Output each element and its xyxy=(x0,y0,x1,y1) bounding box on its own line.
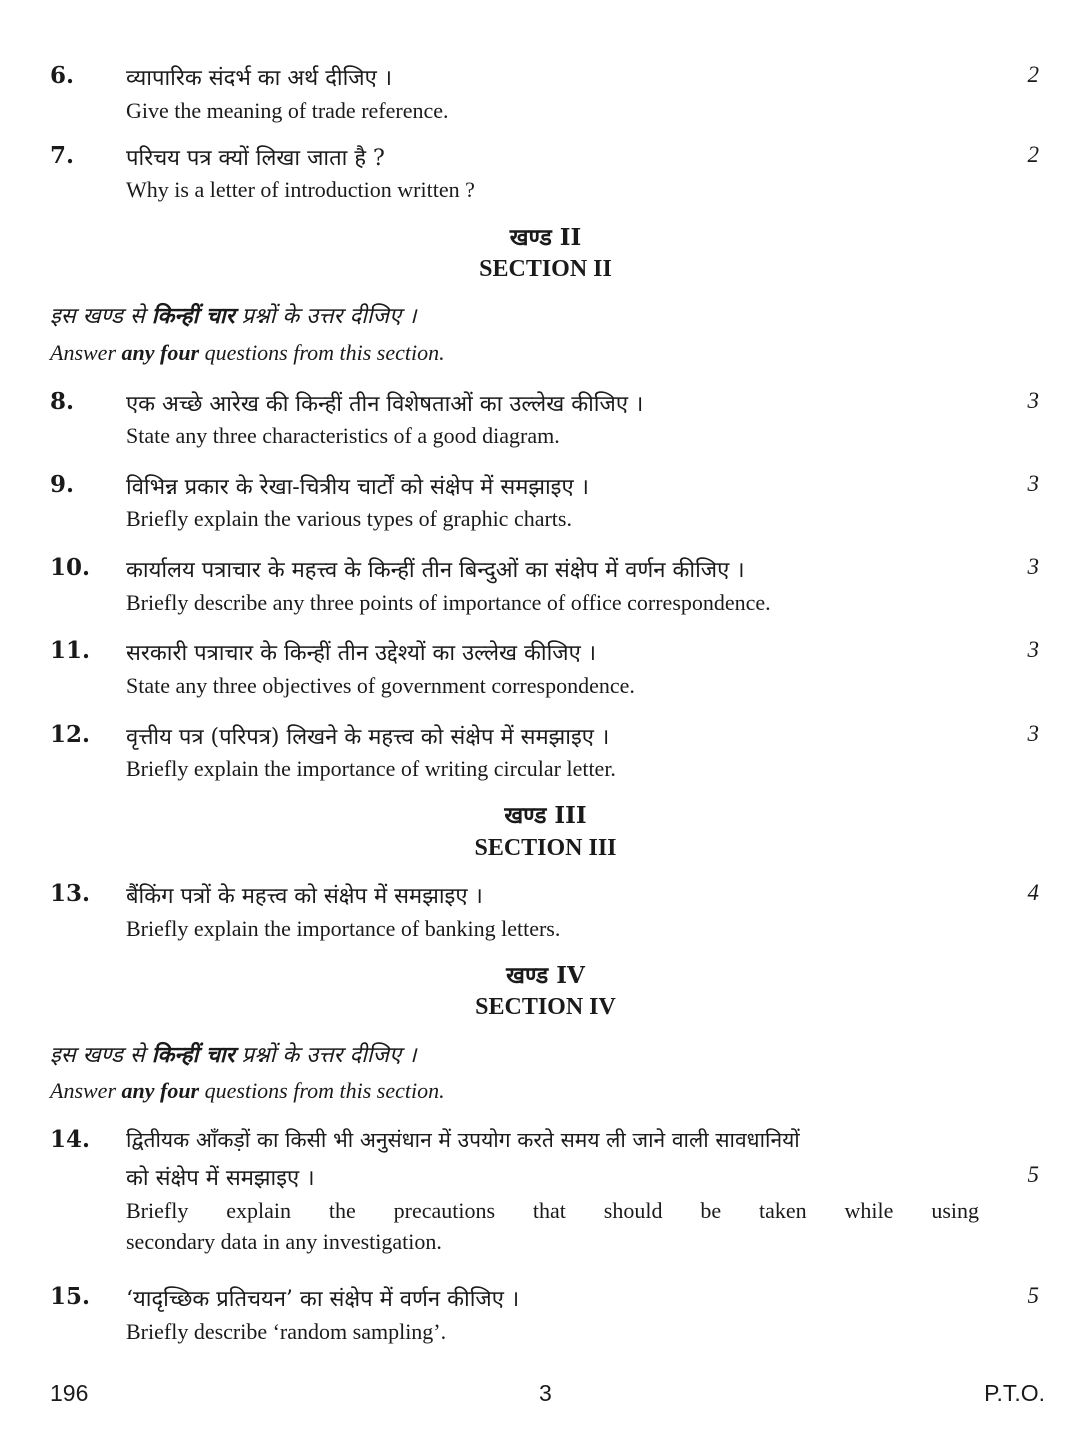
question-number: 7. xyxy=(50,142,75,169)
question-text-english: State any three characteristics of a good diagram. xyxy=(126,423,560,448)
question-marks: 3 xyxy=(1027,554,1039,579)
question-marks: 5 xyxy=(1027,1162,1039,1187)
question-text-english: Briefly explain the precautions that should be taken while using xyxy=(126,1198,979,1223)
section-heading-hindi: खण्ड II xyxy=(509,224,582,251)
section-heading: SECTION III xyxy=(474,835,617,861)
question-text-english: State any three objectives of government correspondence. xyxy=(126,673,635,698)
question-number: 12. xyxy=(50,721,91,748)
question-text-english: Briefly describe ‘random sampling’. xyxy=(126,1319,447,1344)
question-text-hindi: बैंकिंग पत्रों के महत्त्व को संक्षेप में समझाइए । xyxy=(126,884,483,909)
question-number: 10. xyxy=(50,554,91,581)
question-text-hindi: ‘यादृच्छिक प्रतिचयन’ का संक्षेप में वर्णन कीजिए । xyxy=(126,1287,520,1312)
question-text-english: Why is a letter of introduction written ? xyxy=(126,177,475,202)
question-text-english: Give the meaning of trade reference. xyxy=(126,98,449,123)
section-instruction-hindi: इस खण्ड से किन्हीं चार प्रश्नों के उत्तर दीजिए । xyxy=(50,303,417,329)
question-text-english-cont: secondary data in any investigation. xyxy=(126,1229,442,1254)
section-heading: SECTION IV xyxy=(475,994,616,1020)
question-marks: 2 xyxy=(1027,142,1039,167)
section-heading: SECTION II xyxy=(479,256,612,282)
section-instruction-hindi: इस खण्ड से किन्हीं चार प्रश्नों के उत्तर दीजिए । xyxy=(50,1042,417,1068)
question-number: 15. xyxy=(50,1283,91,1310)
section-heading-hindi: खण्ड IV xyxy=(506,962,585,989)
question-number: 14. xyxy=(50,1126,91,1153)
question-text-hindi: सरकारी पत्राचार के किन्हीं तीन उद्देश्यों का उल्लेख कीजिए । xyxy=(126,641,597,666)
question-text-hindi: व्यापारिक संदर्भ का अर्थ दीजिए । xyxy=(126,66,393,91)
question-text-hindi-cont: को संक्षेप में समझाइए । xyxy=(126,1166,315,1191)
question-text-hindi: परिचय पत्र क्यों लिखा जाता है ? xyxy=(126,146,385,171)
section-instruction: Answer any four questions from this section. xyxy=(50,1078,445,1103)
section-instruction: Answer any four questions from this section. xyxy=(50,340,445,365)
question-text-hindi: द्वितीयक आँकड़ों का किसी भी अनुसंधान में उपयोग करते समय ली जाने वाली सावधानियों xyxy=(126,1128,800,1152)
question-text-english: Briefly explain the importance of writing circular letter. xyxy=(126,756,616,781)
question-number: 13. xyxy=(50,880,91,907)
question-text-hindi: एक अच्छे आरेख की किन्हीं तीन विशेषताओं का उल्लेख कीजिए । xyxy=(126,392,644,417)
question-text-hindi: विभिन्न प्रकार के रेखा-चित्रीय चार्टों को संक्षेप में समझाइए । xyxy=(126,475,589,500)
question-marks: 3 xyxy=(1027,721,1039,746)
question-number: 6. xyxy=(50,62,75,89)
question-number: 11. xyxy=(50,637,91,664)
question-marks: 4 xyxy=(1027,880,1039,905)
question-number: 9. xyxy=(50,471,75,498)
question-text-english: Briefly explain the various types of graphic charts. xyxy=(126,506,572,531)
question-text-english: Briefly describe any three points of importance of office correspondence. xyxy=(126,590,771,615)
page-number: 3 xyxy=(539,1380,552,1406)
paper-code: 196 xyxy=(50,1380,89,1406)
question-marks: 5 xyxy=(1027,1283,1039,1308)
question-number: 8. xyxy=(50,388,75,415)
question-marks: 3 xyxy=(1027,637,1039,662)
question-text-hindi: कार्यालय पत्राचार के महत्त्व के किन्हीं तीन बिन्दुओं का संक्षेप में वर्णन कीजिए । xyxy=(126,558,745,583)
section-heading-hindi: खण्ड III xyxy=(504,802,587,829)
question-marks: 3 xyxy=(1027,471,1039,496)
please-turn-over: P.T.O. xyxy=(984,1380,1045,1406)
question-marks: 3 xyxy=(1027,388,1039,413)
question-text-hindi: वृत्तीय पत्र (परिपत्र) लिखने के महत्त्व को संक्षेप में समझाइए । xyxy=(126,725,610,750)
question-marks: 2 xyxy=(1027,62,1039,87)
question-text-english: Briefly explain the importance of banking letters. xyxy=(126,916,561,941)
